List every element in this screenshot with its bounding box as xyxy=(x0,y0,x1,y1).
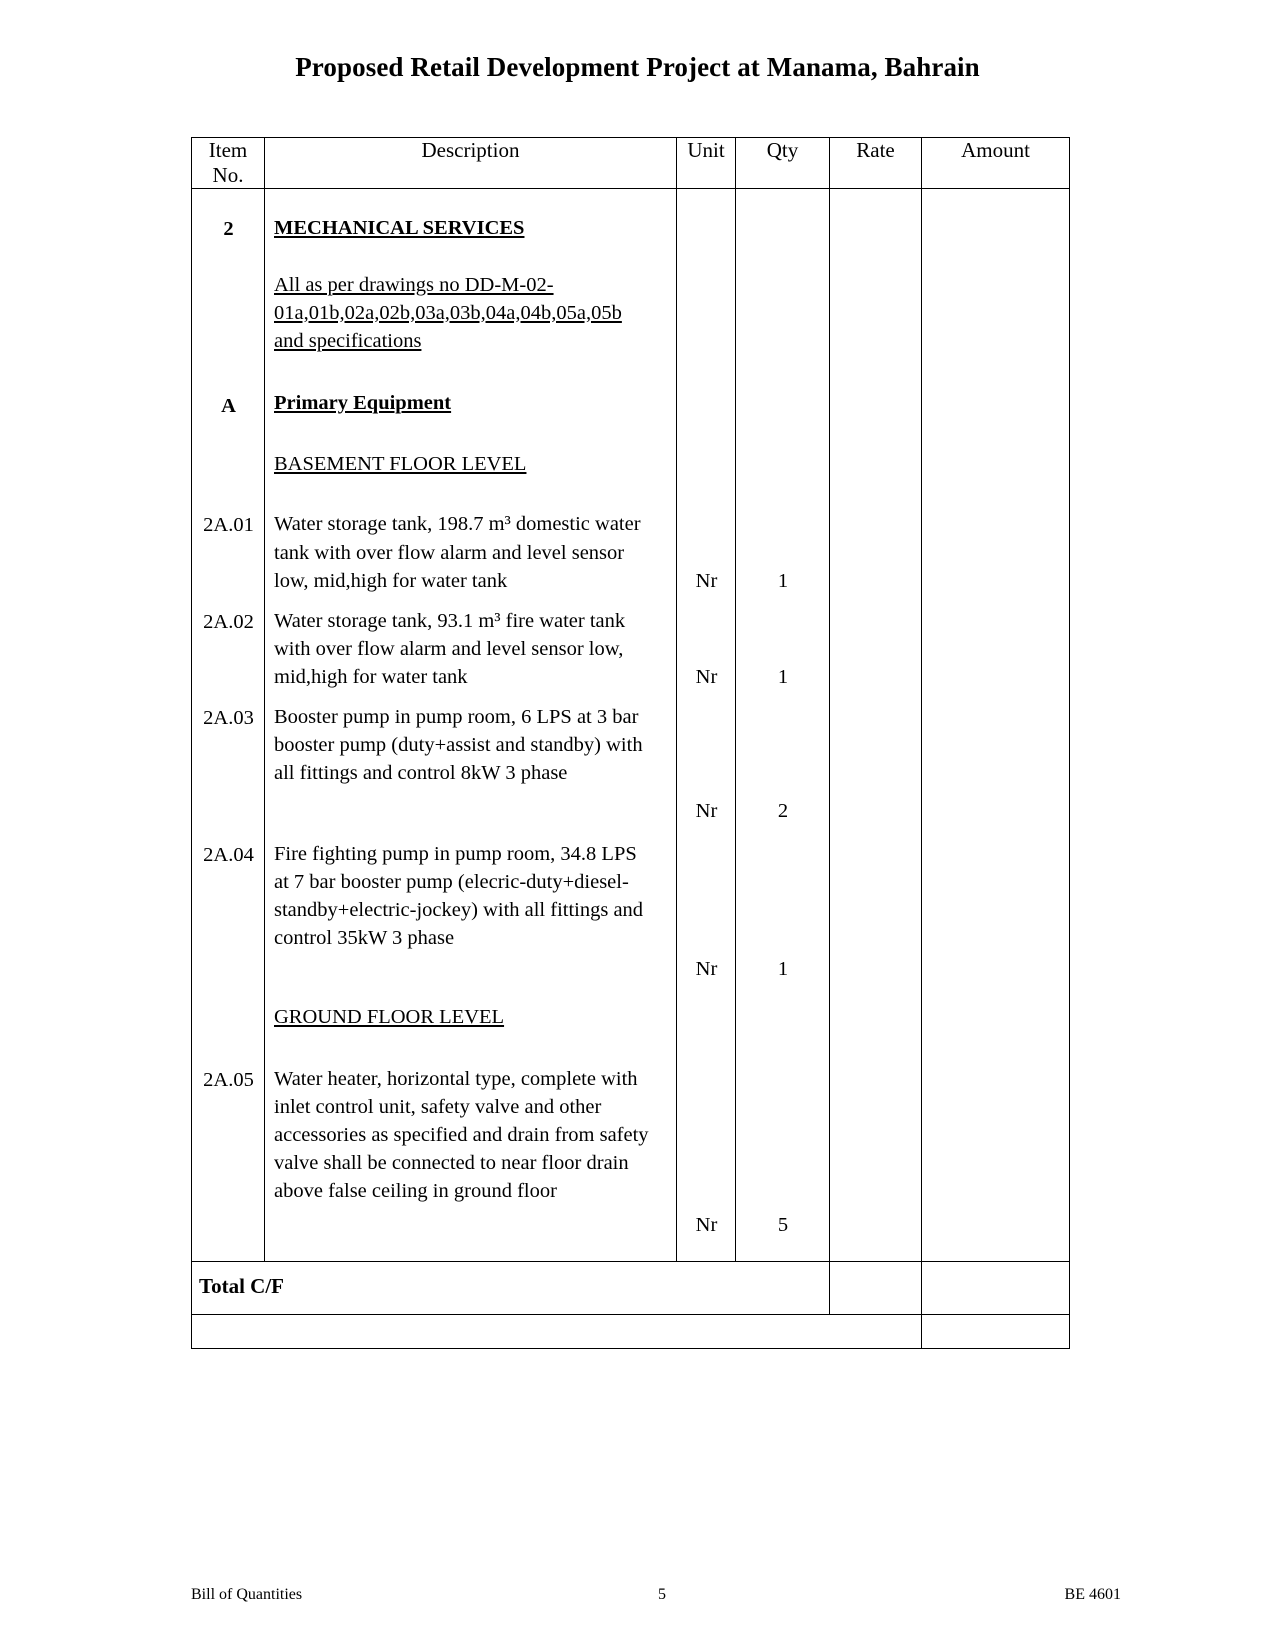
rate-column[interactable] xyxy=(830,188,922,1261)
item-desc-2a01-line1: Water storage tank, 198.7 m³ domestic water xyxy=(274,512,641,535)
footer-left-label: Bill of Quantities xyxy=(191,1586,303,1603)
item-desc-2a02-line2: with over flow alarm and level sensor low, xyxy=(274,637,624,660)
item-desc-2a05-line1: Water heater, horizontal type, complete with xyxy=(274,1067,638,1090)
section-note-line3: and specifications xyxy=(274,329,422,352)
total-cf-label: Total C/F xyxy=(199,1273,284,1298)
total-amount-cell[interactable] xyxy=(922,1261,1070,1314)
item-desc-2a03-line1: Booster pump in pump room, 6 LPS at 3 bar xyxy=(274,705,639,728)
item-qty-2a04: 1 xyxy=(777,957,789,980)
item-desc-2a03-line2: booster pump (duty+assist and standby) with xyxy=(274,733,643,756)
column-header-rate: Rate xyxy=(830,138,922,189)
item-desc-2a04-line2: at 7 bar booster pump (elecric-duty+diesel- xyxy=(274,870,629,893)
page-title: Proposed Retail Development Project at Manama, Bahrain xyxy=(295,52,980,82)
table-body-row xyxy=(192,188,1070,1261)
bottom-strip-blank-cell xyxy=(192,1314,922,1348)
item-code-2a05: 2A.05 xyxy=(203,1068,254,1091)
item-unit-2a01: Nr xyxy=(695,569,718,592)
table-header-row xyxy=(192,138,1070,189)
item-qty-2a03: 2 xyxy=(777,799,789,822)
item-code-2a01: 2A.01 xyxy=(203,513,254,536)
column-header-item-no xyxy=(192,138,265,189)
item-desc-2a05-line5: above false ceiling in ground floor xyxy=(274,1179,557,1202)
bottom-strip-amount-cell xyxy=(922,1314,1070,1348)
subsection-title: Primary Equipment xyxy=(274,391,452,414)
footer-page-number: 5 xyxy=(658,1586,666,1603)
item-qty-2a02: 1 xyxy=(777,665,789,688)
item-desc-2a02-line3: mid,high for water tank xyxy=(274,665,468,688)
column-header-unit: Unit xyxy=(677,138,736,189)
item-desc-2a05-line3: accessories as specified and drain from safety xyxy=(274,1123,649,1146)
level-heading-basement: BASEMENT FLOOR LEVEL xyxy=(274,452,527,475)
total-rate-cell[interactable] xyxy=(830,1261,922,1314)
item-desc-2a04-line1: Fire fighting pump in pump room, 34.8 LPS xyxy=(274,842,637,865)
item-desc-2a03-line3: all fittings and control 8kW 3 phase xyxy=(274,761,568,784)
item-qty-2a01: 1 xyxy=(777,569,789,592)
item-code-2a02: 2A.02 xyxy=(203,610,254,633)
column-header-item-no-line1: Item xyxy=(208,138,248,162)
section-title: MECHANICAL SERVICES xyxy=(274,216,525,239)
item-unit-2a04: Nr xyxy=(695,957,718,980)
total-carried-forward-row xyxy=(192,1261,1070,1314)
item-desc-2a04-line4: control 35kW 3 phase xyxy=(274,926,455,949)
description-column xyxy=(265,188,677,1261)
section-note-line2: 01a,01b,02a,02b,03a,03b,04a,04b,05a,05b xyxy=(274,301,622,324)
amount-column[interactable] xyxy=(922,188,1070,1261)
item-desc-2a05-line4: valve shall be connected to near floor drain xyxy=(274,1151,629,1174)
subsection-code: A xyxy=(221,394,236,417)
item-unit-2a05: Nr xyxy=(695,1213,718,1236)
section-note-line1: All as per drawings no DD-M-02- xyxy=(274,273,554,296)
column-header-item-no-line2: No. xyxy=(212,162,244,187)
total-label-cell xyxy=(192,1261,830,1314)
item-desc-2a01-line3: low, mid,high for water tank xyxy=(274,569,508,592)
level-heading-ground: GROUND FLOOR LEVEL xyxy=(274,1005,505,1028)
item-desc-2a04-line3: standby+electric-jockey) with all fittings and xyxy=(274,898,644,921)
column-header-description: Description xyxy=(265,138,677,189)
qty-column xyxy=(736,188,830,1261)
item-code-2a03: 2A.03 xyxy=(203,706,254,729)
section-code: 2 xyxy=(223,217,234,240)
item-no-column xyxy=(192,188,265,1261)
bill-of-quantities-table xyxy=(191,137,1070,1349)
item-unit-2a02: Nr xyxy=(695,665,718,688)
column-header-amount: Amount xyxy=(922,138,1070,189)
item-qty-2a05: 5 xyxy=(777,1213,789,1236)
item-desc-2a01-line2: tank with over flow alarm and level sensor xyxy=(274,541,625,564)
column-header-qty: Qty xyxy=(736,138,830,189)
item-desc-2a05-line2: inlet control unit, safety valve and other xyxy=(274,1095,602,1118)
footer-document-ref: BE 4601 xyxy=(1064,1586,1121,1603)
bill-of-quantities-table-wrapper xyxy=(191,137,1069,1349)
unit-column xyxy=(677,188,736,1261)
item-desc-2a02-line1: Water storage tank, 93.1 m³ fire water tank xyxy=(274,609,626,632)
item-unit-2a03: Nr xyxy=(695,799,718,822)
item-code-2a04: 2A.04 xyxy=(203,843,254,866)
table-bottom-strip-row xyxy=(192,1314,1070,1348)
